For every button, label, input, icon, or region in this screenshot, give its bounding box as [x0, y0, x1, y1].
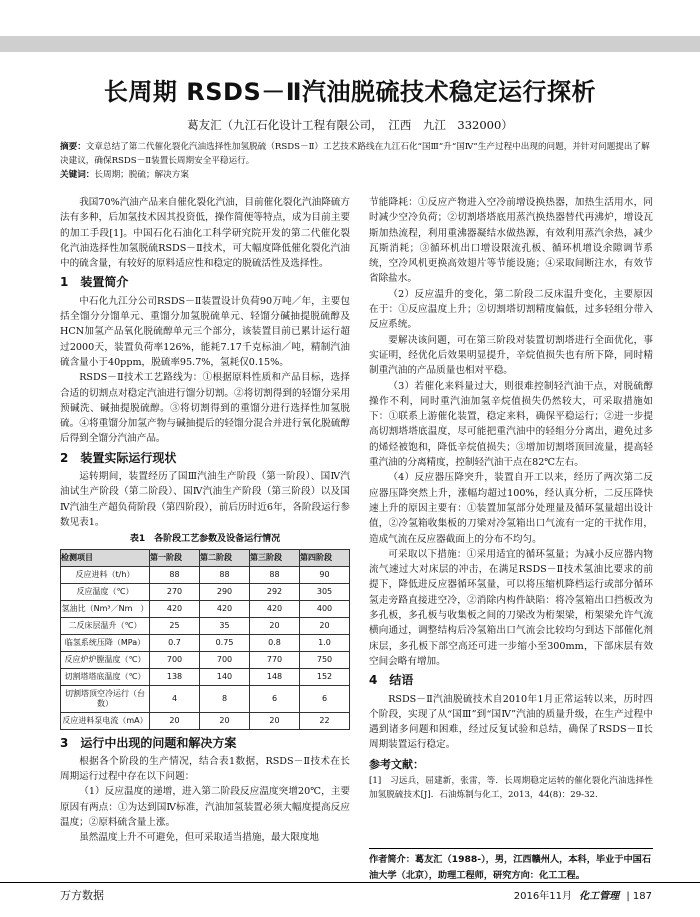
table-cell: 6: [250, 685, 300, 712]
table-row: [61, 668, 350, 685]
intro-paragraph: 我国70%汽油产品来自催化裂化汽油，目前催化裂化汽油降硫方法有多种，后加氢技术因其投资低，操作简便等特点，成为目前主要的加工手段[1]。中国石化石油化工科学研究院开发的第二代催化裂化汽油选择性加氢脱硫RSDS－Ⅱ技术，可大幅度降低催化裂化汽油中的硫含量，有较好的原料适应性和稳定的脱硫活性及选择性。: [60, 197, 350, 270]
table-cell: 35: [200, 617, 250, 634]
footer-date: 2016年11月: [513, 891, 572, 902]
footer-journal: 化工管理: [579, 891, 620, 902]
table-row: [61, 712, 350, 729]
table-cell: 305: [300, 583, 350, 600]
parameter-table: [60, 549, 350, 730]
section-heading-3: 3 运行中出现的问题和解决方案: [60, 735, 237, 750]
table-cell: 700: [200, 651, 250, 668]
paragraph: 根据各个阶段的生产情况，结合表1数据，RSDS－Ⅱ技术在长周期运行过程中存在以下问题：: [60, 755, 350, 783]
table-cell: 292: [250, 583, 300, 600]
table-header: 检测项目: [61, 549, 150, 566]
table-row-label: 二反床层温升（℃）: [61, 617, 150, 634]
header-bar: [0, 36, 700, 52]
table-cell: 88: [150, 566, 200, 583]
table-row: [61, 583, 350, 600]
table-cell: 700: [150, 651, 200, 668]
table-cell: 6: [300, 685, 350, 712]
paragraph: 运转期间，装置经历了国Ⅲ汽油生产阶段（第一阶段）、国Ⅳ汽油试生产阶段（第二阶段）、国Ⅳ汽油生产阶段（第三阶段）以及国Ⅳ汽油生产超负荷阶段（第四阶段），前后历时近6年，各阶段运行参数见表1。: [60, 471, 350, 528]
paragraph: （4）反应器压降突升，装置自开工以来，经历了两次第二反应器压降突然上升，涨幅均超过100%，经认真分析，二反压降快速上升的原因主要有：①装置加氢部分处理量及循环氢量超出设计值，②冷氢箱收集板的刀梁对冷氢箱出口气流有一定的干扰作用，造成气流在反应器截面上的分布不均匀。: [369, 472, 653, 545]
paragraph: 要解决该问题，可在第三阶段对装置切割塔进行全面优化，事实证明，经优化后效果明显提升，辛烷值损失也有所下降，同时精制重汽油的产品质量也相对平稳。: [369, 334, 653, 377]
table-cell: 140: [200, 668, 250, 685]
table-row: [61, 651, 350, 668]
table-cell: 420: [200, 600, 250, 617]
table-cell: 1.0: [300, 634, 350, 651]
table-header: 第三阶段: [250, 549, 300, 566]
table-cell: 138: [150, 668, 200, 685]
table-cell: 0.8: [250, 634, 300, 651]
paragraph: （3）若催化来料量过大，则很难控制轻汽油干点，对脱硫醇操作不利，同时重汽油加氢辛烷值损失仍然较大，可采取措施如下：①联系上游催化装置，稳定来料，确保平稳运行；②进一步提高切割塔塔底温度，尽可能把重汽油中的轻组分分离出，避免过多的烯烃被饱和，降低辛烷值损失；③增加切割塔顶回流量，提高轻重汽油的分离精度，控制轻汽油干点在82℃左右。: [369, 380, 653, 469]
table-cell: 0.75: [200, 634, 250, 651]
paragraph: （2）反应温升的变化，第二阶段二反床温升变化，主要原因在于：①反应温度上升；②切割塔切割精度偏低，过多轻组分带入反应系统。: [369, 288, 653, 331]
table-row-label: 反应温度（℃）: [61, 583, 150, 600]
table-cell: 400: [300, 600, 350, 617]
table-header: 第二阶段: [200, 549, 250, 566]
table-cell: 770: [250, 651, 300, 668]
keywords-text: 长周期；脱硫；解决方案: [94, 170, 189, 180]
table-row: [61, 617, 350, 634]
table-cell: 20: [300, 617, 350, 634]
table-row-label: 切割塔塔底温度（℃）: [61, 668, 150, 685]
table-row: [61, 685, 350, 712]
table-row-label: 氢油比（Nm³／Nm ）: [61, 600, 150, 617]
table-cell: 270: [150, 583, 200, 600]
table-row-label: 临氢系统压降（MPa）: [61, 634, 150, 651]
table-cell: 88: [200, 566, 250, 583]
paragraph: RSDS－Ⅱ技术工艺路线为：①根据原料性质和产品目标，选择合适的切割点对稳定汽油进行馏分切割。②将切割得到的轻馏分采用预碱洗、碱抽提脱硫醇。③将切割得到的重馏分进行选择性加氢脱硫。④将重馏分加氢产物与碱抽提后的轻馏分混合并进行氧化脱硫醇后得到全馏分汽油产品。: [60, 372, 350, 445]
table-row-label: 反应进料（t/h）: [61, 566, 150, 583]
table-cell: 4: [150, 685, 200, 712]
section-heading-2: 2 装置实际运行现状: [60, 450, 177, 465]
page-number: 187: [632, 891, 652, 902]
footer-separator: |: [626, 891, 630, 902]
references-heading: 参考文献：: [369, 757, 424, 771]
table-cell: 90: [300, 566, 350, 583]
paragraph: 节能降耗：①反应产物进入空冷前增设换热器，加热生活用水，同时减少空冷负荷；②切割塔塔底用蒸汽换热器替代再沸炉，增设瓦斯加热流程，利用重沸器凝结水做热源，有效利用蒸汽余热，减少瓦斯消耗；③循环机出口增设限流孔板、循环机增设余隙调节系统，空冷风机更换高效翅片等节能设施；④采取间断注水，有效节省除盐水。: [369, 197, 653, 285]
table-header: 第一阶段: [150, 549, 200, 566]
table-cell: 420: [250, 600, 300, 617]
table-cell: 25: [150, 617, 200, 634]
table-cell: 20: [250, 617, 300, 634]
table-row: [61, 600, 350, 617]
abstract-label: 摘要：: [60, 142, 86, 152]
reference-item: [1] 习远兵，屈建新，张雷，等．长周期稳定运转的催化裂化汽油选择性加氢脱硫技术[J]．石油炼制与化工，2013，44(8)：29-32.: [369, 775, 653, 800]
abstract-block: [60, 140, 650, 182]
footer-info: [514, 887, 652, 902]
abstract-text: 文章总结了第二代催化裂化汽油选择性加氢脱硫（RSDS－Ⅱ）工艺技术路线在九江石化“国Ⅲ”升“国Ⅳ”生产过程中出现的问题，并针对问题提出了解决建议，确保RSDS－Ⅱ装置长周期安全平稳运行。: [60, 142, 650, 166]
table-row: [61, 566, 350, 583]
keywords-label: 关键词：: [60, 170, 95, 180]
table-cell: 88: [250, 566, 300, 583]
table-cell: 8: [200, 685, 250, 712]
table-cell: 750: [300, 651, 350, 668]
footer-rule: [0, 882, 700, 883]
paragraph: 中石化九江分公司RSDS－Ⅱ装置设计负荷90万吨／年，主要包括全馏分分馏单元、重馏分加氢脱硫单元、轻馏分碱抽提脱硫醇及HCN加氢产品氧化脱硫醇单元三个部分，该装置目前已累计运行超过2000天，装置负荷率126%，能耗7.17千克标油／吨，精制汽油硫含量小于40ppm，脱硫率95.7%，氢耗仅0.15%。: [60, 295, 350, 368]
footer-source: 万方数据: [60, 889, 104, 902]
section-heading-1: 1 装置简介: [60, 275, 129, 290]
paragraph: 可采取以下措施：①采用适宜的循环氢量；为减小反应器内物流气速过大对床层的冲击，在满足RSDS－Ⅱ技术氢油比要求的前提下，降低进反应器循环氢量，可以将压缩机降档运行或部分循环氢走旁路直接进空冷，②消除内构件缺陷：将冷氢箱出口挡板改为多孔板，多孔板与收集板之间的刀梁改为桁架梁，桁架梁允许气流横向通过，调整结构后冷氢箱出口气流会比较均匀到达下部催化剂床层，多孔板下部空高还可进一步缩小至300mm，下部床层有效空间会略有增加。: [369, 548, 653, 667]
table-cell: 0.7: [150, 634, 200, 651]
table-row-label: 反应进料泵电流（mA）: [61, 712, 150, 729]
left-column: [60, 195, 350, 846]
article-title: 长周期 RSDS－Ⅱ汽油脱硫技术稳定运行探析: [103, 78, 597, 106]
table-caption: 表1 各阶段工艺参数及设备运行情况: [129, 534, 281, 545]
table-cell: 148: [250, 668, 300, 685]
paragraph: （1）反应温度的递增，进入第二阶段反应温度突增20℃，主要原因有两点：①为达到国Ⅳ标准，汽油加氢装置必须大幅度提高反应温度；②原料硫含量上涨。: [60, 786, 350, 829]
table-row-label: 反应炉炉膛温度（℃）: [61, 651, 150, 668]
table-cell: 290: [200, 583, 250, 600]
table-row: [61, 634, 350, 651]
table-cell: 22: [300, 712, 350, 729]
table-cell: 20: [250, 712, 300, 729]
table-cell: 152: [300, 668, 350, 685]
right-column: [369, 195, 653, 802]
section-heading-4: 4 结语: [369, 673, 414, 688]
paragraph: 虽然温度上升不可避免，但可采取适当措施，最大限度地: [79, 832, 320, 844]
author-bio: 作者简介：葛友汇（1988-），男，江西赣州人，本科，毕业于中国石油大学（北京），助理工程师，研究方向：化工工程。: [369, 848, 653, 884]
table-row-label: 切割塔顶空冷运行（台数）: [61, 685, 150, 712]
table-cell: 420: [150, 600, 200, 617]
table-cell: 20: [200, 712, 250, 729]
table-cell: 20: [150, 712, 200, 729]
table-header: 第四阶段: [300, 549, 350, 566]
paragraph: RSDS－Ⅱ汽油脱硫技术自2010年1月正常运转以来，历时四个阶段，实现了从“国Ⅲ”到“国Ⅳ”汽油的质量升级，在生产过程中遇到诸多问题和困难，经过反复试验和总结，确保了RSDS－Ⅱ长周期装置运行稳定。: [369, 693, 653, 751]
author-line: 葛友汇（九江石化设计工程有限公司， 江西 九江 332000）: [187, 118, 513, 132]
